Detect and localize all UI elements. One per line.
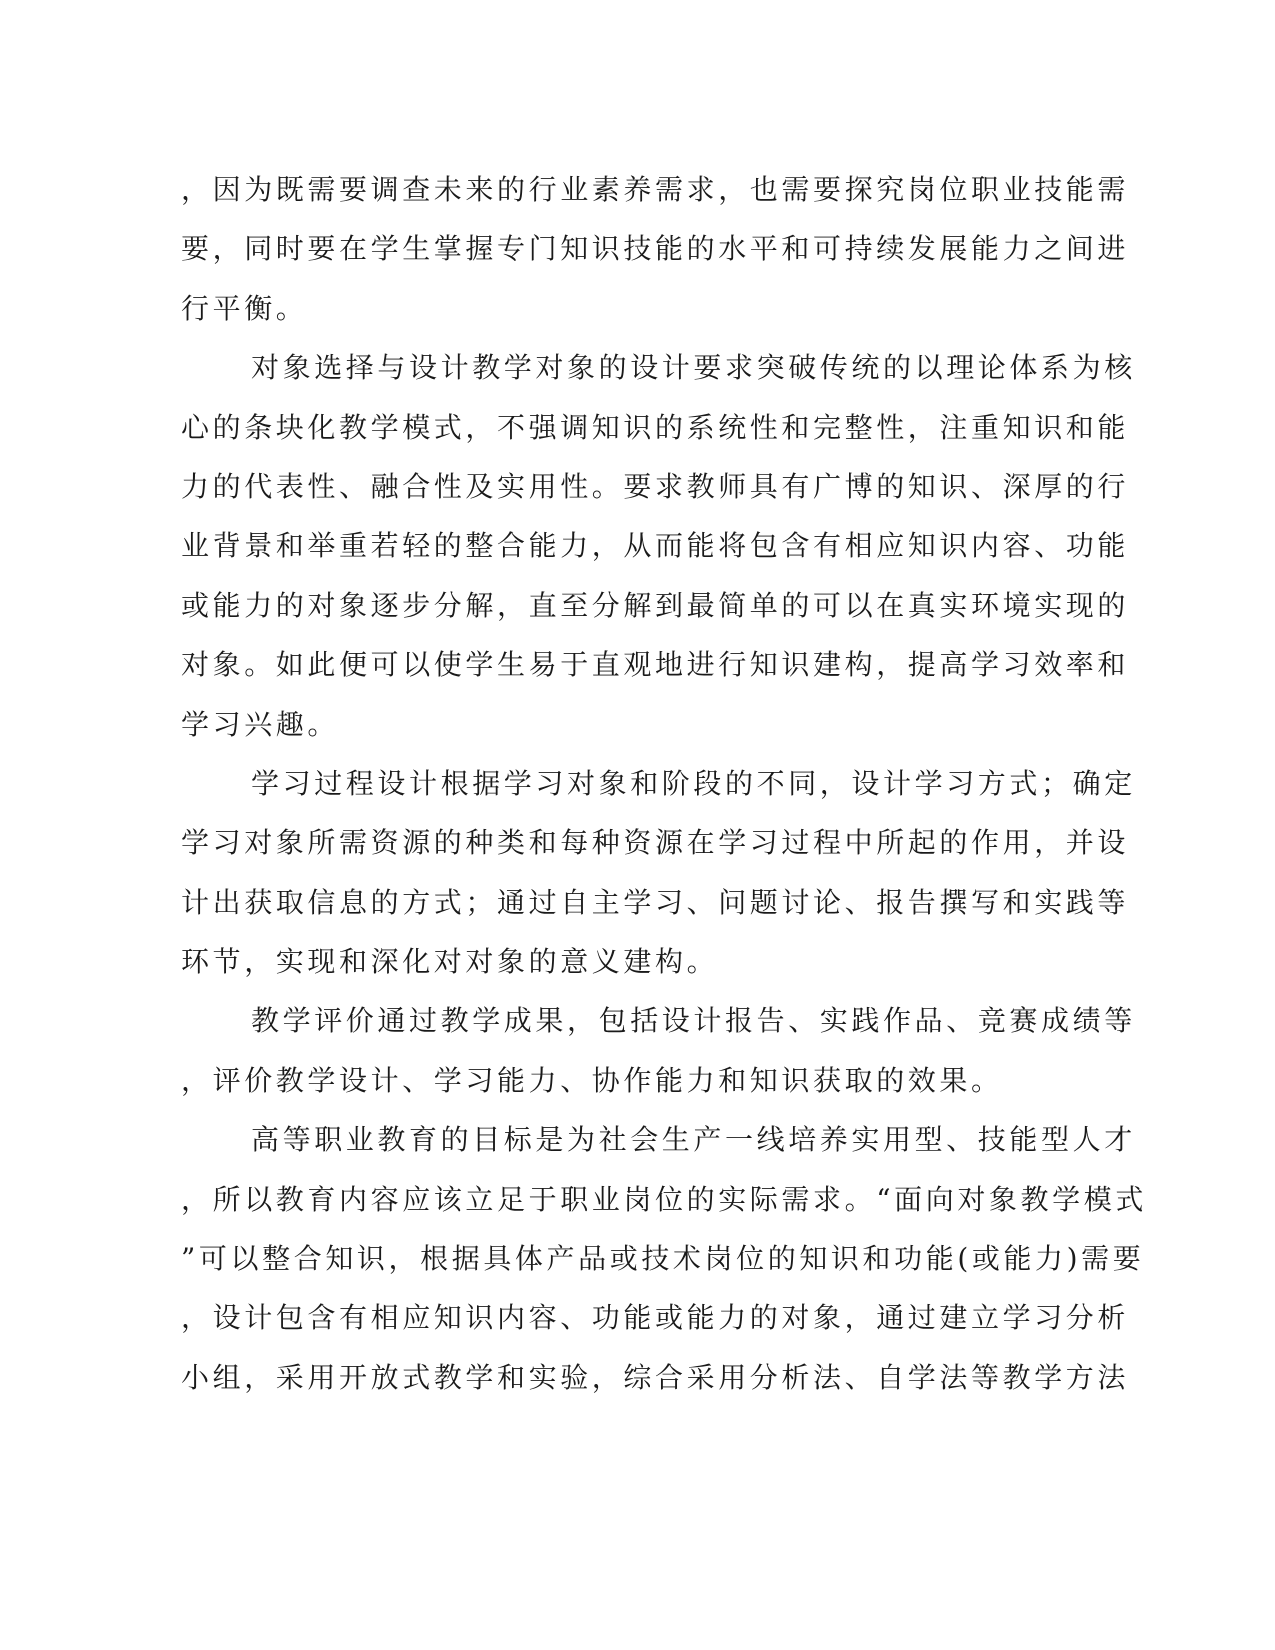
text-line: 或能力的对象逐步分解，直至分解到最简单的可以在真实环境实现的: [181, 588, 1130, 622]
text-line: ，设计包含有相应知识内容、功能或能力的对象，通过建立学习分析: [181, 1301, 1130, 1335]
text-line: 对象。如此便可以使学生易于直观地进行知识建构，提高学习效率和: [181, 648, 1130, 682]
text-line: ”可以整合知识，根据具体产品或技术岗位的知识和功能(或能力)需要: [181, 1242, 1145, 1276]
text-line: 环节，实现和深化对对象的意义建构。: [181, 945, 719, 979]
text-line: ，评价教学设计、学习能力、协作能力和知识获取的效果。: [181, 1063, 1003, 1097]
paragraph-first-line: 学习过程设计根据学习对象和阶段的不同，设计学习方式；确定: [251, 766, 1136, 800]
paragraph-first-line: 对象选择与设计教学对象的设计要求突破传统的以理论体系为核: [251, 351, 1136, 385]
text-line: 小组，采用开放式教学和实验，综合采用分析法、自学法等教学方法: [181, 1360, 1130, 1394]
text-line: 心的条块化教学模式，不强调知识的系统性和完整性，注重知识和能: [181, 410, 1130, 444]
paragraph-first-line: 教学评价通过教学成果，包括设计报告、实践作品、竞赛成绩等: [251, 1004, 1136, 1038]
text-line: 业背景和举重若轻的整合能力，从而能将包含有相应知识内容、功能: [181, 529, 1130, 563]
paragraph-first-line: 高等职业教育的目标是为社会生产一线培养实用型、技能型人才: [251, 1123, 1136, 1157]
text-line: 行平衡。: [181, 291, 308, 325]
text-line: 力的代表性、融合性及实用性。要求教师具有广博的知识、深厚的行: [181, 469, 1130, 503]
text-line: 学习对象所需资源的种类和每种资源在学习过程中所起的作用，并设: [181, 826, 1130, 860]
text-line: 学习兴趣。: [181, 707, 340, 741]
text-line: ，所以教育内容应该立足于职业岗位的实际需求。“面向对象教学模式: [181, 1182, 1147, 1216]
text-line: 要，同时要在学生掌握专门知识技能的水平和可持续发展能力之间进: [181, 232, 1130, 266]
body-text: [181, 160, 1147, 1407]
text-line: 计出获取信息的方式；通过自主学习、问题讨论、报告撰写和实践等: [181, 885, 1130, 919]
text-line: ，因为既需要调查未来的行业素养需求，也需要探究岗位职业技能需: [181, 173, 1130, 206]
